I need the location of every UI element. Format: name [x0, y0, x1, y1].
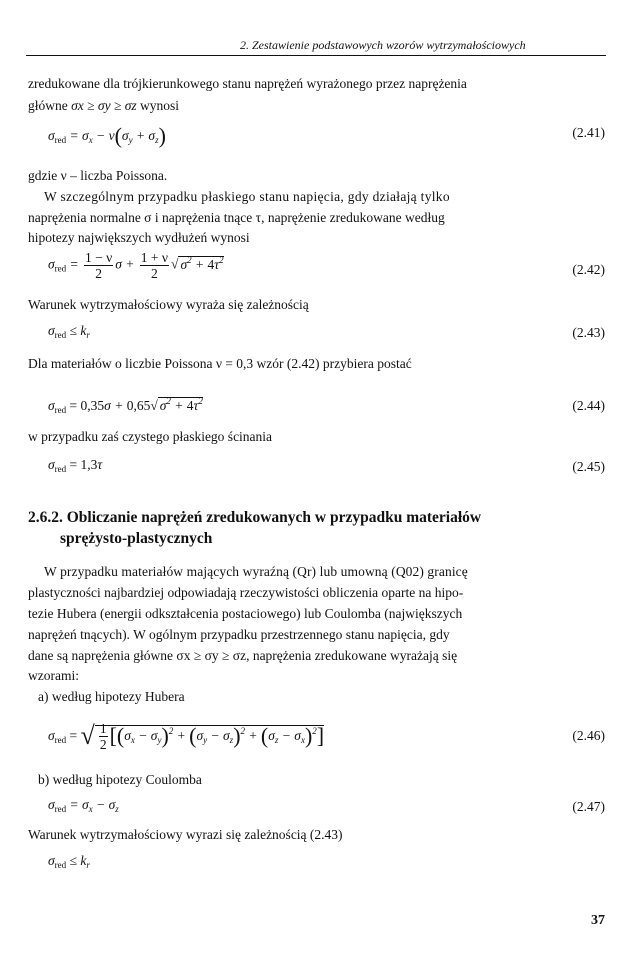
para6-line1: W przypadku materiałów mających wyraźną (Qr) lub umowną (Q02) granicę [44, 564, 468, 579]
section-title-line2: sprężysto-plastycznych [60, 530, 213, 547]
page-number: 37 [591, 913, 605, 928]
para4-line1: Dla materiałów o liczbie Poissona ν = 0,3 wzór (2.42) przybiera postać [28, 356, 412, 371]
equation-2-45: $\sigma_{red} = 1,3\tau$ [48, 457, 103, 474]
para6-line5: dane są naprężenia główne σx ≥ σy ≥ σz, naprężenia zredukowane wyrażają się [28, 648, 458, 663]
eq242-frac1-den: 2 [95, 266, 103, 281]
running-header: 2. Zestawienie podstawowych wzorów wytrzymałościowych [240, 38, 526, 52]
eq242-frac1-num: 1 − ν [85, 250, 113, 265]
eq244-coef1: 0,35 [80, 398, 105, 413]
equation-2-41: $\sigma_{red} = \sigma_x - \nu(\sigma_y + \sigma_z)$ [48, 123, 166, 148]
equation-number-2-46: (2.46) [572, 728, 605, 743]
para6-line6: wzorami: [28, 668, 79, 683]
para2-line1: gdzie ν – liczba Poissona. [28, 168, 168, 183]
para7-line1: Warunek wytrzymałościowy wyrazi się zależnością (2.43) [28, 827, 343, 842]
equation-number-2-41: (2.41) [572, 125, 605, 140]
para1-line2 [28, 98, 179, 114]
para1-line2-post: wynosi [136, 98, 180, 113]
section-title-line1: Obliczanie naprężeń zredukowanych w przypadku materiałów [66, 509, 482, 526]
section-number: 2.6.2. [28, 509, 63, 526]
eq245-coef: 1,3 [80, 457, 98, 472]
principal-stress-condition: σx ≥ σy ≥ σz [71, 98, 137, 113]
para1-line2-pre: główne [28, 98, 72, 113]
equation-number-2-43: (2.43) [572, 325, 605, 340]
para6-line4: naprężeń tnących). W ogólnym przypadku przestrzennego stanu napięcia, gdy [28, 627, 450, 642]
equation-2-46: $\sigma_{red}$ = √ $\frac{1}{2}$ $[(\sigma_x - \sigma_y)^2 + (\sigma_y - \sigma_z)^2 + (\sigma_z - \sigma_x)^2]$ [48, 721, 325, 753]
final-inequality: $\sigma_{red} \le k_r$ [48, 853, 90, 870]
header-rule [26, 55, 606, 56]
para3-line1: Warunek wytrzymałościowy wyraża się zależnością [28, 297, 309, 312]
equation-number-2-47: (2.47) [572, 799, 605, 814]
para1-line1: zredukowane dla trójkierunkowego stanu naprężeń wyrażonego przez naprężenia [28, 76, 467, 91]
equation-number-2-42: (2.42) [572, 262, 605, 277]
equation-number-2-44: (2.44) [572, 398, 605, 413]
eq242-frac2-num: 1 + ν [140, 250, 169, 265]
para6-line3: tezie Hubera (energii odkształcenia postaciowego) lub Coulomba (największych [28, 606, 463, 621]
equation-2-47: $\sigma_{red} = \sigma_x - \sigma_z$ [48, 797, 119, 814]
eq246-frac-num: 1 [99, 721, 107, 737]
para2-line3: naprężenia normalne σ i naprężenia tnące τ, naprężenie zredukowane według [28, 210, 445, 225]
item-b-coulomb: b) według hipotezy Coulomba [38, 772, 202, 787]
eq242-frac2-den: 2 [151, 266, 158, 281]
para2-line2: W szczególnym przypadku płaskiego stanu napięcia, gdy działają tylko [44, 189, 450, 204]
eq244-coef2: 0,65 [126, 398, 151, 413]
equation-2-43: $\sigma_{red} \le k_r$ [48, 323, 90, 340]
para2-line4: hipotezy największych wydłużeń wynosi [28, 230, 250, 245]
equation-2-44: $\sigma_{red} = 0,35\sigma + 0,65√$ $\sigma^2 + 4\tau^2$ [48, 396, 203, 415]
para5-line1: w przypadku zaś czystego płaskiego ścinania [28, 429, 273, 444]
equation-2-42: $\sigma_{red}$ = $\frac{1 - \nu}{2}$ σ + $\frac{1 + \nu}{2}$ √ $\sigma^2 + 4\tau^2$ [48, 250, 224, 281]
para6-line2: plastyczności najbardziej odpowiadają rzeczywistości obliczenia oparte na hipo- [28, 585, 464, 600]
section-heading [28, 509, 481, 527]
item-a-huber: a) według hipotezy Hubera [38, 689, 185, 704]
eq246-frac-den: 2 [99, 737, 107, 753]
equation-number-2-45: (2.45) [572, 459, 605, 474]
